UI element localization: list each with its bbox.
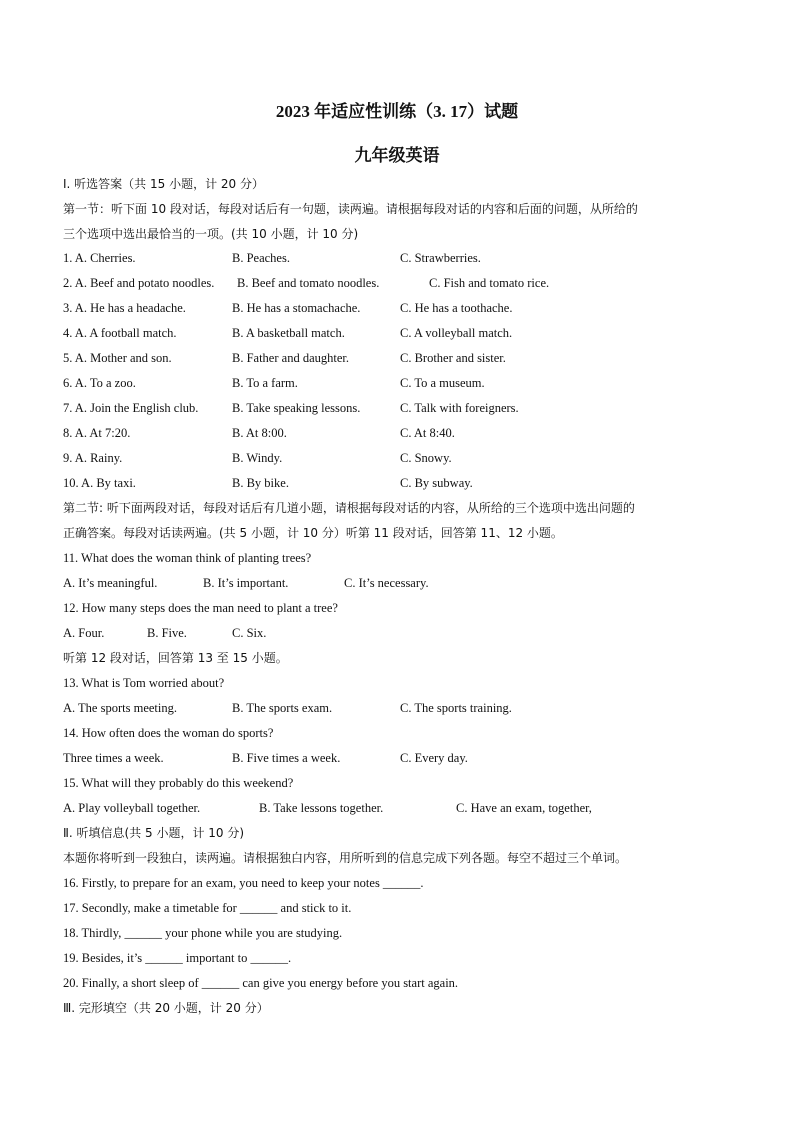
question-row — [63, 450, 763, 466]
option-a: 8. A. At 7:20. — [63, 426, 131, 440]
option-a: A. It’s meaningful. — [63, 576, 158, 590]
option-b: B. By bike. — [232, 476, 289, 490]
option-b: B. Five times a week. — [232, 751, 341, 765]
option-c: C. By subway. — [400, 476, 473, 490]
option-b: B. Peaches. — [232, 251, 290, 265]
question-row — [63, 700, 763, 716]
option-b: B. At 8:00. — [232, 426, 287, 440]
question-row — [63, 575, 763, 591]
fill-item-19: 19. Besides, it’s ______ important to ______. — [63, 951, 292, 965]
option-a: 1. A. Cherries. — [63, 251, 136, 265]
option-c: C. Every day. — [400, 751, 468, 765]
option-c: C. Fish and tomato rice. — [429, 276, 550, 290]
fill-item-18: 18. Thirdly, ______ your phone while you are studying. — [63, 926, 343, 940]
option-a: 3. A. He has a headache. — [63, 301, 186, 315]
option-a: 9. A. Rainy. — [63, 451, 123, 465]
question-row — [63, 475, 763, 491]
question-11: 11. What does the woman think of planting trees? — [63, 551, 312, 565]
option-b: B. Take speaking lessons. — [232, 401, 361, 415]
part2-intro-line2: 正确答案。每段对话读两遍。(共 5 小题，计 10 分）听第 11 段对话，回答第 11、12 小题。 — [63, 526, 563, 540]
question-12: 12. How many steps does the man need to plant a tree? — [63, 601, 338, 615]
question-14: 14. How often does the woman do sports? — [63, 726, 274, 740]
question-15: 15. What will they probably do this weekend? — [63, 776, 294, 790]
option-a: A. Four. — [63, 626, 105, 640]
fill-item-16: 16. Firstly, to prepare for an exam, you need to keep your notes ______. — [63, 876, 424, 890]
option-b: B. Beef and tomato noodles. — [237, 276, 380, 290]
option-a: A. Play volleyball together. — [63, 801, 201, 815]
question-row — [63, 275, 763, 291]
option-c: C. To a museum. — [400, 376, 485, 390]
question-row — [63, 800, 763, 816]
question-row — [63, 400, 763, 416]
question-row — [63, 300, 763, 316]
option-b: B. Father and daughter. — [232, 351, 349, 365]
option-b: B. Take lessons together. — [259, 801, 384, 815]
page-subtitle: 九年级英语 — [354, 146, 440, 165]
option-c: C. At 8:40. — [400, 426, 455, 440]
option-b: B. Windy. — [232, 451, 283, 465]
fill-item-20: 20. Finally, a short sleep of ______ can give you energy before you start again. — [63, 976, 459, 990]
option-a: 6. A. To a zoo. — [63, 376, 136, 390]
question-row — [63, 750, 763, 766]
question-row — [63, 625, 763, 641]
option-c: C. He has a toothache. — [400, 301, 513, 315]
option-c: C. The sports training. — [400, 701, 512, 715]
option-a: 4. A. A football match. — [63, 326, 177, 340]
option-a: 10. A. By taxi. — [63, 476, 136, 490]
option-a: 5. A. Mother and son. — [63, 351, 172, 365]
question-row — [63, 325, 763, 341]
section2-intro: 本题你将听到一段独白，读两遍。请根据独白内容，用所听到的信息完成下列各题。每空不超过三个单词。 — [63, 851, 628, 865]
question-row — [63, 425, 763, 441]
option-b: B. It’s important. — [203, 576, 289, 590]
option-c: C. It’s necessary. — [344, 576, 429, 590]
option-c: C. A volleyball match. — [400, 326, 513, 340]
option-c: C. Talk with foreigners. — [400, 401, 519, 415]
option-b: B. A basketball match. — [232, 326, 345, 340]
option-b: B. He has a stomachache. — [232, 301, 361, 315]
option-c: C. Have an exam, together, — [456, 801, 592, 815]
question-row — [63, 375, 763, 391]
option-b: B. Five. — [147, 626, 187, 640]
fill-item-17: 17. Secondly, make a timetable for ______ and stick to it. — [63, 901, 352, 915]
option-a: Three times a week. — [63, 751, 164, 765]
part1-intro-line1: 第一节：听下面 10 段对话，每段对话后有一句题，读两遍。请根据每段对话的内容和后面的问题，从所给的 — [63, 202, 638, 216]
question-row — [63, 250, 763, 266]
option-c: C. Snowy. — [400, 451, 452, 465]
option-c: C. Strawberries. — [400, 251, 481, 265]
option-b: B. To a farm. — [232, 376, 298, 390]
page-title: 2023 年适应性训练（3. 17）试题 — [275, 102, 519, 121]
option-a: 7. A. Join the English club. — [63, 401, 199, 415]
option-a: 2. A. Beef and potato noodles. — [63, 276, 215, 290]
option-b: B. The sports exam. — [232, 701, 333, 715]
part2-intro-line1: 第二节: 听下面两段对话，每段对话后有几道小题，请根据每段对话的内容，从所给的三个选项中选出问题的 — [63, 501, 635, 515]
question-row — [63, 350, 763, 366]
option-a: A. The sports meeting. — [63, 701, 177, 715]
dialog12-intro: 听第 12 段对话，回答第 13 至 15 小题。 — [63, 651, 288, 665]
section3-heading: Ⅲ. 完形填空（共 20 小题，计 20 分） — [63, 1001, 269, 1015]
option-c: C. Six. — [232, 626, 267, 640]
question-13: 13. What is Tom worried about? — [63, 676, 225, 690]
section2-heading: Ⅱ. 听填信息(共 5 小题，计 10 分) — [63, 826, 245, 840]
option-c: C. Brother and sister. — [400, 351, 506, 365]
part1-intro-line2: 三个选项中选出最恰当的一项。(共 10 小题，计 10 分) — [63, 227, 359, 241]
section1-heading: Ⅰ. 听选答案（共 15 小题，计 20 分） — [63, 177, 264, 191]
